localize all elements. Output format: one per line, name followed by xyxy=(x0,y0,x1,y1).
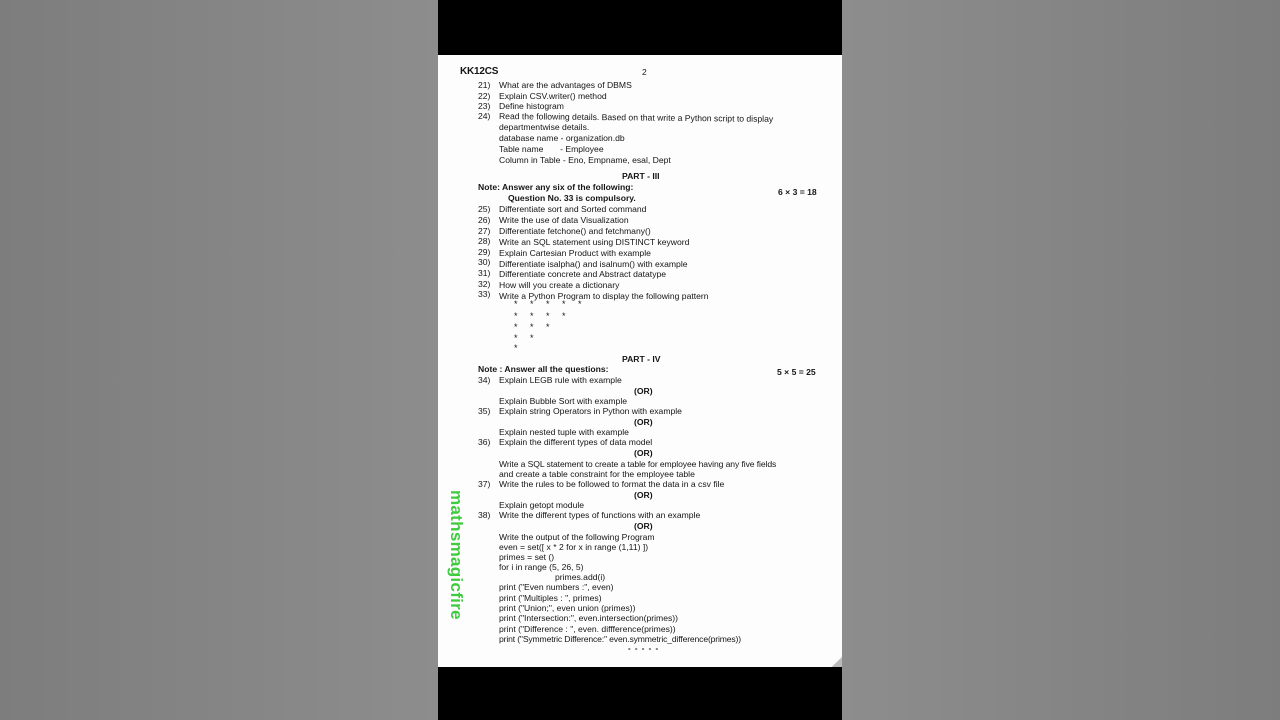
question-number: 38) xyxy=(478,510,491,520)
question-number: 31) xyxy=(478,268,491,278)
exam-page xyxy=(438,55,842,667)
question-number: 21) xyxy=(478,80,491,90)
page-corner-fold xyxy=(832,657,842,667)
marks-allocation: 5 × 5 = 25 xyxy=(777,367,816,377)
pattern-row: * * * xyxy=(514,322,555,332)
question-text: Explain string Operators in Python with example xyxy=(499,406,682,416)
question-text: Differentiate fetchone() and fetchmany() xyxy=(499,226,651,236)
marks-allocation: 6 × 3 = 18 xyxy=(778,187,817,197)
or-separator: (OR) xyxy=(634,490,653,500)
question-text: Write the use of data Visualization xyxy=(499,215,629,225)
question-text: Explain the different types of data model xyxy=(499,437,653,447)
question-number: 34) xyxy=(478,375,491,385)
question-text: Write the different types of functions with an example xyxy=(499,510,701,520)
left-blur-background xyxy=(0,0,438,720)
question-text: Differentiate isalpha() and isalnum() with example xyxy=(499,259,688,269)
or-separator: (OR) xyxy=(634,386,653,396)
question-number: 24) xyxy=(478,111,491,121)
question-detail: departmentwise details. xyxy=(499,122,590,132)
question-text: What are the advantages of DBMS xyxy=(499,80,632,90)
question-text: Differentiate sort and Sorted command xyxy=(499,204,647,214)
question-text: Explain CSV.writer() method xyxy=(499,91,607,101)
code-line: print ("Difference : ", even. diffference(primes)) xyxy=(499,624,676,634)
question-number: 35) xyxy=(478,406,491,416)
question-alternative: Write the output of the following Program xyxy=(499,532,655,542)
question-number: 33) xyxy=(478,289,491,299)
question-text: Explain Cartesian Product with example xyxy=(499,248,651,258)
question-detail: database name - organization.db xyxy=(499,133,625,143)
part-note: Note: Answer any six of the following: xyxy=(478,182,634,192)
question-text: Define histogram xyxy=(499,101,564,111)
code-line: print ("Symmetric Difference:" even.symmetric_difference(primes)) xyxy=(499,634,741,644)
code-line: primes = set () xyxy=(499,552,555,562)
question-text: Differentiate concrete and Abstract datatype xyxy=(499,269,667,279)
question-number: 30) xyxy=(478,257,491,267)
question-alternative: Write a SQL statement to create a table for employee having any five fields xyxy=(499,459,777,469)
paper-code: KK12CS xyxy=(460,66,499,77)
watermark-text: mathsmagicfire xyxy=(447,490,466,620)
question-detail: Column in Table - Eno, Empname, esal, Dept xyxy=(499,155,671,165)
pattern-row: * * * * xyxy=(514,311,571,321)
right-blur-background xyxy=(842,0,1280,720)
code-line: print ("Even numbers :", even) xyxy=(499,582,614,592)
question-number: 27) xyxy=(478,226,491,236)
part-note: Note : Answer all the questions: xyxy=(478,364,609,374)
question-alternative: Explain nested tuple with example xyxy=(499,427,629,437)
code-line: print ("Intersection:", even.intersection(primes)) xyxy=(499,613,678,623)
question-text: Write an SQL statement using DISTINCT keyword xyxy=(499,237,690,247)
question-text: Write the rules to be followed to format the data in a csv file xyxy=(499,479,725,489)
question-text: How will you create a dictionary xyxy=(499,280,620,290)
question-number: 29) xyxy=(478,247,491,257)
question-text: Read the following details. Based on that write a Python script to display xyxy=(498,111,774,124)
pattern-row: * xyxy=(514,343,523,353)
question-text: Explain LEGB rule with example xyxy=(499,375,622,385)
or-separator: (OR) xyxy=(634,521,653,531)
question-number: 28) xyxy=(478,236,491,246)
question-number: 23) xyxy=(478,101,491,111)
question-number: 32) xyxy=(478,279,491,289)
or-separator: (OR) xyxy=(634,448,653,458)
code-line: print ("Union;", even union (primes)) xyxy=(499,603,636,613)
part-heading: PART - III xyxy=(622,171,660,181)
question-number: 22) xyxy=(478,91,491,101)
pattern-row: * * xyxy=(514,333,539,343)
part-note-compulsory: Question No. 33 is compulsory. xyxy=(508,193,636,203)
question-text: Write a Python Program to display the following pattern xyxy=(499,291,709,301)
question-number: 37) xyxy=(478,479,491,489)
question-alternative: Explain getopt module xyxy=(499,500,585,510)
page-number: 2 xyxy=(642,67,647,77)
question-number: 26) xyxy=(478,215,491,225)
question-alternative: Explain Bubble Sort with example xyxy=(499,396,628,406)
code-line: print ("Multiples : ", primes) xyxy=(499,593,602,603)
code-line: even = set([ x * 2 for x in range (1,11) ]) xyxy=(499,542,649,552)
question-alternative: and create a table constraint for the employee table xyxy=(499,469,695,479)
question-number: 36) xyxy=(478,437,491,447)
pattern-row: * * * * * xyxy=(514,299,587,309)
part-heading: PART - IV xyxy=(622,354,661,364)
end-marker: - - - - - xyxy=(628,644,660,653)
question-detail: Table name - Employee xyxy=(499,144,604,154)
question-number: 25) xyxy=(478,204,491,214)
or-separator: (OR) xyxy=(634,417,653,427)
code-line: for i in range (5, 26, 5) xyxy=(499,562,584,572)
code-line: primes.add(i) xyxy=(555,572,606,582)
